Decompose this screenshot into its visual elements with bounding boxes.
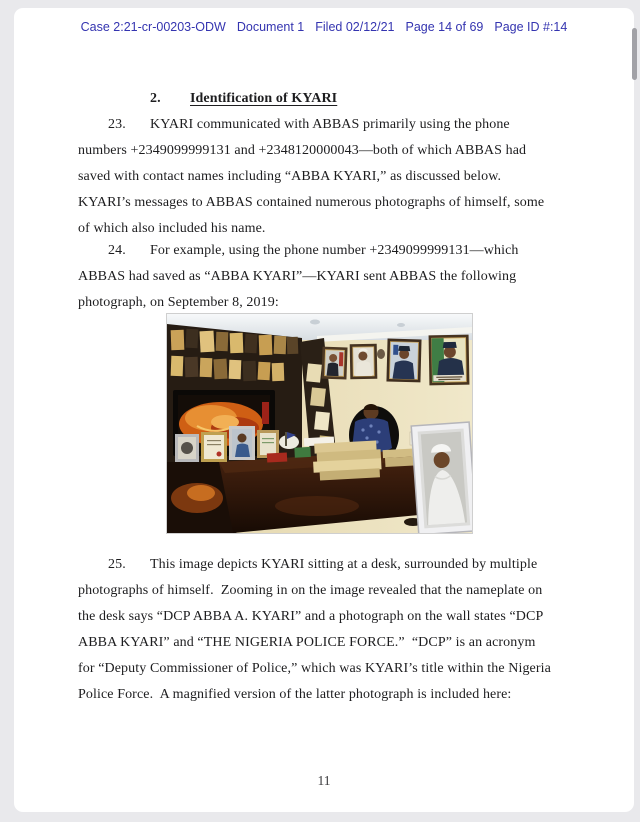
stamp-page-id: Page ID #:14: [494, 20, 568, 34]
text-line: Police Force. A magnified version of the latter photograph is included here:: [78, 687, 512, 702]
paragraph-25: [78, 552, 578, 708]
stamp-filed-date: Filed 02/12/21: [315, 20, 395, 34]
paragraph-number: 25.: [108, 557, 126, 572]
text-line: 23. KYARI communicated with ABBAS primarily using the phone: [78, 112, 578, 138]
heading-title: Identification of KYARI: [190, 91, 338, 106]
section-heading: [78, 86, 578, 112]
text-line: for “Deputy Commissioner of Police,” which was KYARI’s title within the Nigeria: [78, 661, 551, 676]
paragraph-23: [78, 112, 578, 242]
text-line: photographs of himself. Zooming in on the image revealed that the nameplate on: [78, 583, 543, 598]
paragraph-24: [78, 238, 578, 316]
stamp-document-number: Document 1: [236, 20, 305, 34]
text-line: of which also included his name.: [78, 221, 266, 236]
text-line: ABBAS had saved as “ABBA KYARI”—KYARI sent ABBAS the following: [78, 269, 517, 284]
office-photo-graphic: [167, 314, 472, 533]
stamp-case-number: Case 2:21-cr-00203-ODW: [80, 20, 226, 34]
document-page: [14, 8, 634, 812]
scrollbar-thumb[interactable]: [632, 28, 637, 80]
stamp-page-count: Page 14 of 69: [405, 20, 484, 34]
text-line: saved with contact names including “ABBA KYARI,” as discussed below.: [78, 169, 502, 184]
text-line: 24. For example, using the phone number +2349099999131—which: [78, 238, 578, 264]
case-stamp: [14, 20, 634, 34]
text-line: KYARI’s messages to ABBAS contained numerous photographs of himself, some: [78, 195, 545, 210]
page-number-footer: 11: [317, 773, 331, 788]
text-line: photograph, on September 8, 2019:: [78, 295, 279, 310]
paragraph-number: 24.: [108, 243, 126, 258]
text-line: ABBA KYARI” and “THE NIGERIA POLICE FORCE.” “DCP” is an acronym: [78, 635, 536, 650]
paragraph-number: 23.: [108, 117, 126, 132]
leaning-portrait: [411, 422, 472, 533]
heading-number: 2.: [150, 91, 161, 106]
embedded-photograph: [166, 313, 473, 534]
text-line: the desk says “DCP ABBA A. KYARI” and a photograph on the wall states “DCP: [78, 609, 544, 624]
text-line: numbers +2349099999131 and +2348120000043—both of which ABBAS had: [78, 143, 527, 158]
text-line: 25. This image depicts KYARI sitting at a desk, surrounded by multiple: [78, 552, 578, 578]
